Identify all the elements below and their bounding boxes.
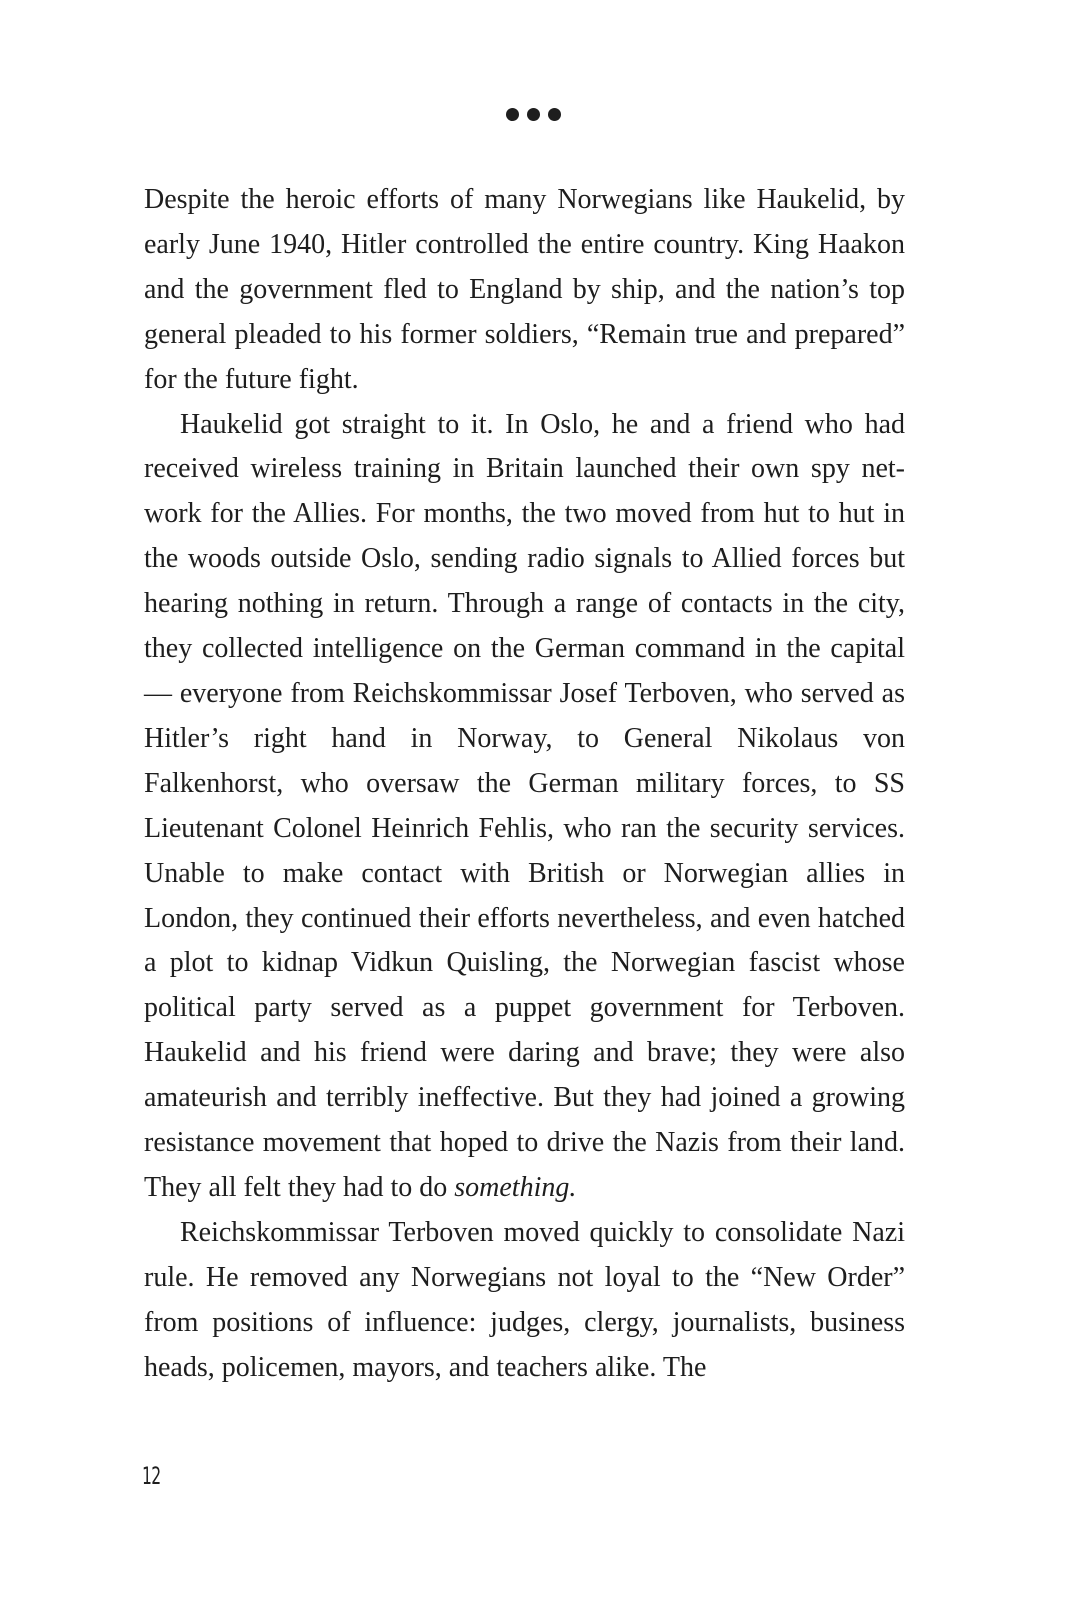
page-number: 12 — [142, 1462, 161, 1490]
ornament-dot-icon — [548, 108, 561, 121]
paragraph: Despite the heroic efforts of many Norwegians like Haukelid, by early June 1940, Hitler controlled the entire country. King Haakon and the government fled to England by ship, and the nation’s top general pleaded to his former soldiers, “Remain true and prepared” for the future fight. — [144, 184, 905, 395]
ornament-dot-icon — [506, 108, 519, 121]
section-break — [0, 108, 1067, 128]
paragraph-text: Haukelid got straight to it. In Oslo, he and a friend who had received wireless training in Britain launched their own spy network for the Allies. For months, the two moved from hut to hut in the woods outside Oslo, sending radio signals to Allied forces but hearing nothing in return. Through a range of contacts in the city, they collected intelligence on the German command in the capital — everyone from Reichskommissar Josef Terboven, who served as Hitler’s right hand in Norway, to General Nikolaus von Falkenhorst, who oversaw the German military forces, to SS Lieutenant Colonel Heinrich Fehlis, who ran the security services. Unable to make contact with British or Norwegian allies in London, they continued their efforts nevertheless, and even hatched a plot to kidnap Vidkun Quisling, the Norwegian fascist whose political party served as a puppet government for Terboven. Haukelid and his friend were daring and brave; they were also amateurish and terribly ineffective. But they had joined a growing resistance movement that hoped to drive the Nazis from their land. They all felt they had to do — [144, 408, 905, 1203]
paragraph — [144, 403, 905, 1211]
paragraph: Reichskommissar Terboven moved quickly to consolidate Nazi rule. He removed any Norwegians not loyal to the “New Order” from positions of influence: judges, clergy, journalists, business heads, policemen, mayors, and teachers alike. The — [144, 1216, 905, 1383]
ornament-dot-icon — [527, 108, 540, 121]
emphasized-word: something. — [454, 1171, 577, 1203]
body-text — [144, 178, 905, 1390]
